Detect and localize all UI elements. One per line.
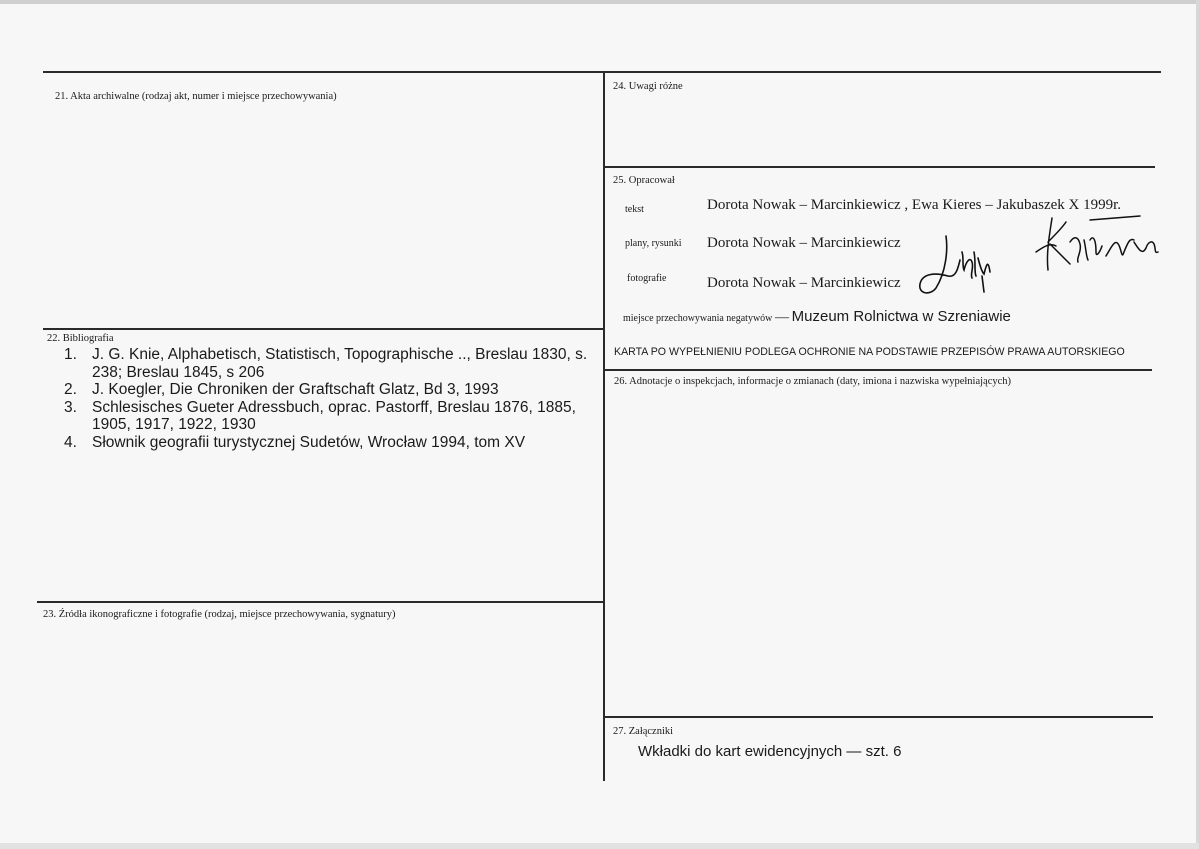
bibliography-item — [62, 346, 592, 381]
section-25-26-divider — [604, 369, 1152, 371]
negatives-label: miejsce przechowywania negatywów — [623, 313, 773, 324]
section-22-23-divider — [37, 601, 604, 603]
copyright-note: KARTA PO WYPEŁNIENIU PODLEGA OCHRONIE NA PODSTAWIE PRZEPISÓW PRAWA AUTORSKIEGO — [614, 346, 1125, 358]
bibliography-item-number: 4. — [64, 433, 77, 451]
author-name: Dorota Nowak – Marcinkiewicz — [707, 275, 901, 291]
bibliography-item-text: Schlesisches Gueter Adressbuch, oprac. Pastorff, Breslau 1876, 1885, 1905, 1917, 1922, 1930 — [92, 398, 576, 433]
signature-2 — [1030, 212, 1170, 276]
negatives-dash: — — [775, 310, 790, 325]
bibliography-list — [62, 346, 592, 451]
bibliography-item-text: Słownik geografii turystycznej Sudetów, Wrocław 1994, tom XV — [92, 433, 526, 451]
section-21-label: 21. Akta archiwalne (rodzaj akt, numer i miejsce przechowywania) — [55, 91, 337, 102]
author-name: Dorota Nowak – Marcinkiewicz , Ewa Kieres – Jakubaszek X 1999r. — [707, 197, 1122, 213]
section-23-label: 23. Źródła ikonograficzne i fotografie (rodzaj, miejsce przechowywania, sygnatury) — [43, 609, 396, 620]
author-role: fotografie — [627, 273, 667, 284]
bibliography-item-number: 3. — [64, 398, 77, 416]
section-21-22-divider — [43, 328, 604, 330]
form-center-divider — [603, 71, 605, 781]
author-role: tekst — [625, 204, 644, 215]
attachments-value: Wkładki do kart ewidencyjnych — szt. 6 — [638, 743, 902, 760]
author-role: plany, rysunki — [625, 238, 682, 249]
negatives-value: Muzeum Rolnictwa w Szreniawie — [791, 308, 1011, 325]
bibliography-item-number: 1. — [64, 346, 77, 363]
bibliography-item-text: J. G. Knie, Alphabetisch, Statistisch, Topographische .., Breslau 1830, s. 238; Breslau 1845, s 206 — [92, 346, 588, 381]
bibliography-item — [62, 399, 592, 434]
section-26-27-divider — [604, 716, 1153, 718]
negatives-row — [623, 308, 1011, 326]
signature-1 — [912, 232, 992, 298]
author-name: Dorota Nowak – Marcinkiewicz — [707, 235, 901, 251]
section-26-label: 26. Adnotacje o inspekcjach, informacje o zmianach (daty, imiona i nazwiska wypełniających) — [614, 376, 1012, 387]
bibliography-item — [62, 434, 592, 452]
form-top-rule — [43, 71, 1161, 73]
bibliography-item-number: 2. — [64, 381, 77, 398]
bibliography-item — [62, 381, 592, 399]
scan-bottom-edge — [0, 843, 1199, 849]
scan-top-edge — [0, 0, 1199, 4]
section-25-label: 25. Opracował — [613, 175, 675, 186]
bibliography-item-text: J. Koegler, Die Chroniken der Graftschaft Glatz, Bd 3, 1993 — [92, 381, 499, 398]
section-27-label: 27. Załączniki — [613, 726, 674, 737]
section-24-label: 24. Uwagi różne — [613, 81, 683, 92]
section-22-label: 22. Bibliografia — [47, 333, 114, 344]
section-24-25-divider — [604, 166, 1155, 168]
